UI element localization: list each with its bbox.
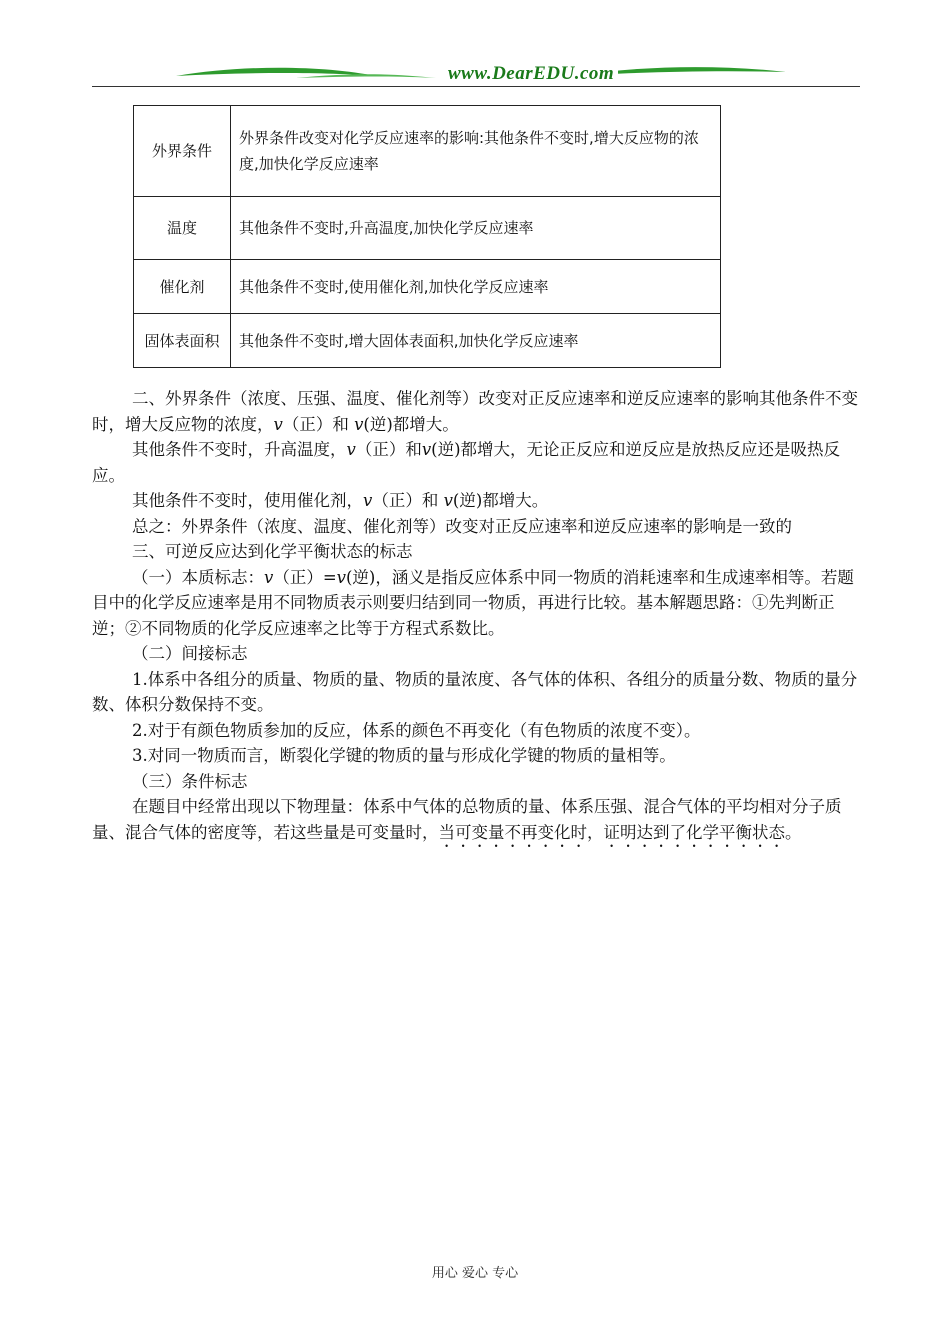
text: 在题目中经常出现以下物理量：体系中气体的总物质的量、体系压强、混合气体的平均相对分子质量、混合气体的密度等，若这些量是可变量时， bbox=[92, 797, 842, 842]
page-footer: 用心 爱心 专心 bbox=[431, 1266, 519, 1281]
paragraph bbox=[92, 437, 862, 488]
velocity-symbol: v bbox=[346, 440, 356, 459]
paragraph bbox=[92, 565, 862, 642]
paragraph: 1.体系中各组分的质量、物质的量、物质的量浓度、各气体的体积、各组分的质量分数、物质的量分数、体积分数保持不变。 bbox=[92, 669, 858, 714]
text: 其他条件不变时，升高温度， bbox=[132, 440, 347, 459]
table-row bbox=[134, 197, 721, 260]
site-logo-text[interactable]: www.DearEDU.com bbox=[444, 63, 618, 85]
document-body bbox=[92, 386, 862, 851]
paragraph bbox=[92, 794, 862, 851]
text: 其他条件不变时，使用催化剂， bbox=[132, 491, 363, 510]
table-cell-value: 其他条件不变时,增大固体表面积,加快化学反应速率 bbox=[231, 314, 721, 368]
text: （一）本质标志： bbox=[132, 567, 264, 587]
text: 。 bbox=[785, 822, 802, 842]
page-header bbox=[92, 60, 860, 92]
table-cell-value: 其他条件不变时,使用催化剂,加快化学反应速率 bbox=[231, 260, 721, 314]
velocity-symbol: v bbox=[354, 414, 364, 434]
text: （正）和 bbox=[372, 491, 439, 510]
table-row bbox=[134, 106, 721, 197]
velocity-symbol: v bbox=[336, 567, 346, 587]
velocity-symbol: v bbox=[443, 491, 453, 510]
paragraph bbox=[92, 386, 862, 437]
table-cell-key: 催化剂 bbox=[134, 260, 231, 314]
velocity-symbol: v bbox=[421, 440, 432, 459]
table-cell-value: 其他条件不变时,升高温度,加快化学反应速率 bbox=[231, 197, 721, 260]
section-heading: 三、可逆反应达到化学平衡状态的标志 bbox=[132, 542, 413, 561]
text: (逆)都增大，无论正反应和逆反应是放热反应还是吸热反应。 bbox=[92, 440, 841, 485]
header-rule bbox=[92, 86, 860, 87]
paragraph bbox=[92, 488, 862, 514]
text: （正）= bbox=[273, 567, 337, 587]
table-row bbox=[134, 314, 721, 368]
subsection-heading: （二）间接标志 bbox=[132, 644, 248, 663]
table-row bbox=[134, 260, 721, 314]
text: (逆)都增大。 bbox=[363, 414, 459, 434]
table-cell-value: 外界条件改变对化学反应速率的影响:其他条件不变时,增大反应物的浓度,加快化学反应速率 bbox=[231, 106, 721, 197]
velocity-symbol: v bbox=[264, 567, 274, 587]
text: （正）和 bbox=[282, 414, 349, 434]
table-cell-key: 外界条件 bbox=[134, 106, 231, 197]
text: (逆)，涵义是指反应体系中同一物质的消耗速率和生成速率相等。若题目中的化学反应速率是用不同物质表示则要归结到同一物质，再进行比较。基本解题思路：①先判断正逆；②不同物质的化学反应速率之比等于方程式系数比。 bbox=[92, 567, 854, 638]
table-cell-key: 温度 bbox=[134, 197, 231, 260]
paragraph: 总之：外界条件（浓度、温度、催化剂等）改变对正反应速率和逆反应速率的影响是一致的 bbox=[132, 516, 792, 536]
velocity-symbol: v bbox=[363, 491, 373, 510]
subsection-heading: （三）条件标志 bbox=[132, 771, 248, 791]
paragraph: 2.对于有颜色物质参加的反应，体系的颜色不再变化（有色物质的浓度不变）。 bbox=[132, 720, 701, 740]
table-cell-key: 固体表面积 bbox=[134, 314, 231, 368]
emphasized-text: 当可变量不再变化时，证明达到了化学平衡状态 bbox=[438, 822, 785, 842]
text: （正）和 bbox=[355, 440, 422, 459]
paragraph: 3.对同一物质而言，断裂化学键的物质的量与形成化学键的物质的量相等。 bbox=[132, 746, 676, 765]
conditions-table bbox=[133, 105, 721, 368]
text: 二、外界条件（浓度、压强、温度、催化剂等）改变对正反应速率和逆反应速率的影响其他条件不变时，增大反应物的浓度， bbox=[92, 389, 858, 434]
text: (逆)都增大。 bbox=[452, 491, 549, 510]
velocity-symbol: v bbox=[273, 414, 283, 434]
